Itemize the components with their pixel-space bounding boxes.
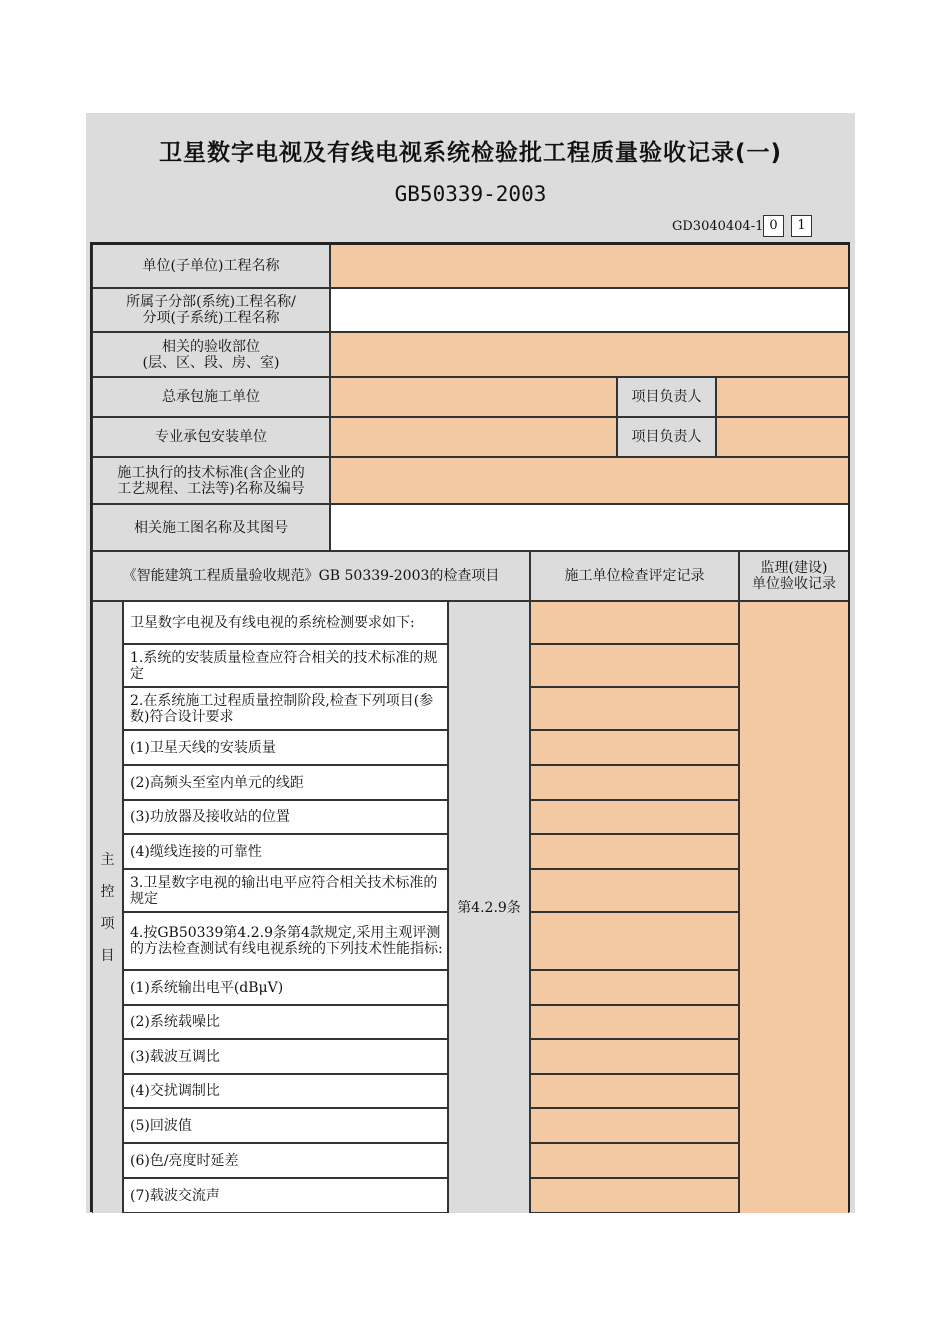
header-supervisor-line2: 单位验收记录 [752,576,836,592]
category-char-3: 项 [100,915,115,932]
item-row: 4.按GB50339第4.2.9条第4款规定,采用主观评测的方法检查测试有线电视系统的下列技术性能指标: [123,912,448,970]
item-row: (1)系统输出电平(dBμV) [123,970,448,1005]
category-char-2: 控 [100,883,115,900]
item-row: (2)高频头至室内单元的线距 [123,765,448,800]
item-row: 卫星数字电视及有线电视的系统检测要求如下: [123,601,448,644]
clause-reference: 第4.2.9条 [448,601,530,1213]
header-contractor-record: 施工单位检查评定记录 [530,551,739,601]
item-row: 2.在系统施工过程质量控制阶段,检查下列项目(参数)符合设计要求 [123,687,448,730]
table-frame [90,242,850,1212]
label-inspection-part-line2: (层、区、段、房、室) [142,354,280,371]
item-row: (1)卫星天线的安装质量 [123,730,448,765]
item-row: 1.系统的安装质量检查应符合相关的技术标准的规定 [123,644,448,687]
form-code-box-2[interactable]: 1 [791,215,812,237]
category-char-1: 主 [100,851,115,868]
header-supervisor-line1: 监理(建设) [760,560,828,576]
label-specialty-contractor: 专业承包安装单位 [92,417,330,457]
header-check-items: 《智能建筑工程质量验收规范》GB 50339-2003的检查项目 [92,551,530,601]
form-title: 卫星数字电视及有线电视系统检验批工程质量验收记录(一) [158,140,783,166]
item-row: (4)缆线连接的可靠性 [123,834,448,869]
label-subdivision-line1: 所属子分部(系统)工程名称/ [126,294,296,310]
category-char-4: 目 [100,947,115,964]
label-drawings: 相关施工图名称及其图号 [92,504,330,551]
form-code-box-1[interactable]: 0 [763,215,784,237]
item-row: 3.卫星数字电视的输出电平应符合相关技术标准的规定 [123,869,448,912]
label-inspection-part-line1: 相关的验收部位 [162,338,260,355]
label-project-manager-2: 项目负责人 [617,417,716,457]
item-row: (7)载波交流声 [123,1178,448,1213]
item-row: (6)色/亮度时延差 [123,1143,448,1178]
item-row: (5)回波值 [123,1108,448,1143]
item-row: (3)载波互调比 [123,1039,448,1074]
form-code: GD3040404-1 [672,219,764,234]
item-row: (2)系统载噪比 [123,1005,448,1039]
item-row: (3)功放器及接收站的位置 [123,800,448,834]
item-row: (4)交扰调制比 [123,1074,448,1108]
label-tech-standard-line2: 工艺规程、工法等)名称及编号 [117,480,305,497]
label-general-contractor: 总承包施工单位 [92,377,330,417]
label-project-manager-1: 项目负责人 [617,377,716,417]
label-tech-standard-line1: 施工执行的技术标准(含企业的 [117,464,305,481]
standard-code: GB50339-2003 [394,182,547,206]
label-subdivision-line2: 分项(子系统)工程名称 [142,310,280,326]
label-unit-project-name: 单位(子单位)工程名称 [92,244,330,288]
